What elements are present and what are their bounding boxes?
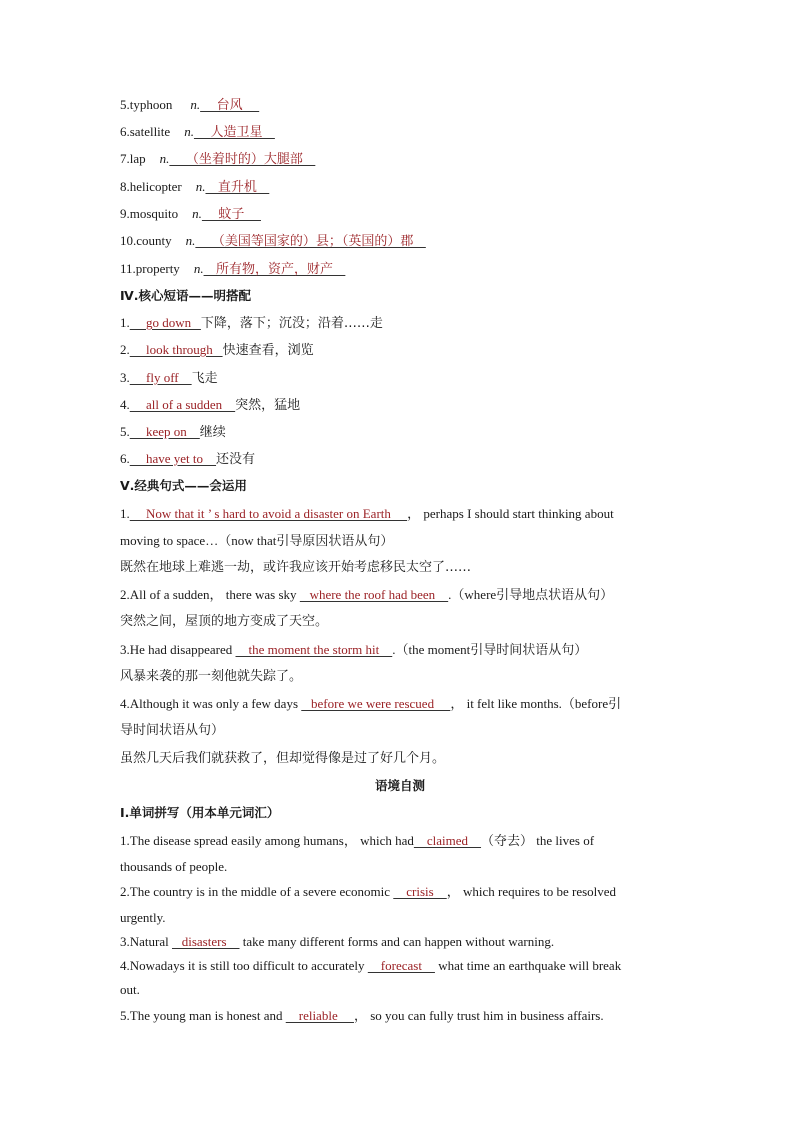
question-continuation: thousands of people. [120, 859, 228, 874]
phrase-number: 4. [120, 397, 130, 412]
phrase-number: 5. [120, 424, 130, 439]
vocab-word: 6.satellite [120, 124, 171, 139]
phrase-meaning: 突然，猛地 [235, 398, 301, 413]
spelling-item [120, 884, 680, 900]
phrase-answer: have yet to [129, 451, 217, 466]
question-answer: disasters [171, 934, 240, 949]
sentence-answer: before we were rescued [301, 696, 451, 711]
vocab-word: 5.typhoon [120, 97, 173, 112]
page-subtitle: 语境自测 [374, 778, 425, 793]
spelling-item [120, 833, 680, 849]
sentence-text: 2.All of a sudden， there was sky [120, 587, 300, 602]
question-text: take many different forms and can happen without warning. [239, 934, 555, 949]
question-text: （夺去） the lives of [481, 833, 595, 848]
sentence-text: .（where引导地点状语从句） [448, 587, 614, 602]
spelling-item [120, 934, 680, 950]
vocab-answer: 直升机 [205, 180, 270, 195]
section-heading: Ⅳ.核心短语——明搭配 [120, 288, 251, 303]
vocab-pos: n. [159, 151, 170, 166]
phrase-number: 3. [120, 370, 130, 385]
vocab-word: 8.helicopter [120, 179, 182, 194]
phrase-meaning: 还没有 [216, 452, 256, 467]
question-text: ， so you can fully trust him in business affairs. [353, 1008, 604, 1023]
vocab-item [120, 261, 680, 278]
question-text: what time an earthquake will break [434, 958, 622, 973]
vocab-item [120, 124, 680, 141]
phrase-answer: all of a sudden [129, 397, 236, 412]
question-answer: reliable [285, 1008, 354, 1023]
vocab-answer: 台风 [200, 98, 260, 113]
question-text: ， which requires to be resolved [446, 884, 617, 899]
question-text: 4.Nowadays it is still too difficult to accurately [120, 958, 368, 973]
phrase-number: 2. [120, 342, 130, 357]
phrase-meaning: 下降，落下；沉没；沿着……走 [200, 316, 383, 331]
phrase-meaning: 继续 [199, 425, 226, 440]
phrase-item [120, 397, 680, 414]
vocab-item [120, 233, 680, 250]
sentence-answer: where the roof had been [299, 587, 449, 602]
spelling-item [120, 958, 680, 974]
question-text: 3.Natural [120, 934, 172, 949]
question-answer: crisis [393, 884, 447, 899]
question-continuation: urgently. [120, 910, 166, 925]
sentence-item [120, 642, 680, 658]
sentence-text: .（the moment引导时间状语从句） [392, 642, 588, 657]
sentence-continuation: 导时间状语从句） [120, 723, 225, 738]
sentence-translation: 虽然几天后我们就获救了，但却觉得像是过了好几个月。 [120, 751, 446, 766]
question-text: 5.The young man is honest and [120, 1008, 286, 1023]
phrase-number: 6. [120, 451, 130, 466]
phrase-answer: look through [129, 342, 223, 357]
vocab-word: 10.county [120, 233, 172, 248]
vocab-item [120, 97, 680, 114]
sentence-item [120, 587, 680, 603]
phrase-answer: keep on [129, 424, 200, 439]
sentence-text: 3.He had disappeared [120, 642, 236, 657]
phrase-item [120, 424, 680, 441]
vocab-pos: n. [184, 124, 194, 139]
vocab-word: 11.property [120, 261, 180, 276]
vocab-item [120, 206, 680, 223]
question-continuation: out. [120, 982, 140, 997]
phrase-answer: fly off [129, 370, 192, 385]
sentence-text: 4.Although it was only a few days [120, 696, 302, 711]
sentence-continuation: moving to space…（now that引导原因状语从句） [120, 533, 394, 548]
phrase-item [120, 370, 680, 387]
phrase-meaning: 飞走 [191, 371, 218, 386]
phrase-meaning: 快速查看，浏览 [222, 343, 314, 358]
vocab-item [120, 179, 680, 196]
sentence-translation: 既然在地球上难逃一劫，或许我应该开始考虑移民太空了…… [120, 560, 472, 575]
sentence-answer: Now that it ’ s hard to avoid a disaster on Earth [129, 506, 408, 521]
vocab-item [120, 151, 680, 168]
phrase-item [120, 315, 680, 332]
spelling-item [120, 1008, 680, 1024]
phrase-answer: go down [129, 315, 201, 330]
vocab-word: 7.lap [120, 151, 146, 166]
sentence-item [120, 506, 680, 522]
sentence-text: ， perhaps I should start thinking about [407, 506, 614, 521]
vocab-answer: 蚊子 [201, 207, 261, 222]
question-text: 2.The country is in the middle of a severe economic [120, 884, 394, 899]
sentence-translation: 突然之间，屋顶的地方变成了天空。 [120, 614, 329, 629]
section-heading: Ⅰ.单词拼写（用本单元词汇） [120, 805, 280, 820]
vocab-answer: 人造卫星 [193, 125, 275, 140]
phrase-item [120, 342, 680, 359]
vocab-pos: n. [193, 261, 204, 276]
vocab-answer: （坐着时的）大腿部 [169, 152, 316, 167]
sentence-translation: 风暴来袭的那一刻他就失踪了。 [120, 669, 303, 684]
phrase-number: 1. [120, 315, 130, 330]
vocab-pos: n. [190, 97, 201, 112]
vocab-word: 9.mosquito [120, 206, 179, 221]
question-answer: forecast [367, 958, 435, 973]
question-text: 1.The disease spread easily among humans， which had [120, 833, 414, 848]
vocab-answer: 所有物，资产，财产 [203, 262, 346, 277]
vocab-pos: n. [192, 206, 202, 221]
section-heading: Ⅴ.经典句式——会运用 [120, 478, 247, 493]
vocab-pos: n. [195, 179, 206, 194]
vocab-pos: n. [185, 233, 196, 248]
sentence-answer: the moment the storm hit [235, 642, 393, 657]
phrase-item [120, 451, 680, 468]
sentence-text: ， it felt like months.（before引 [450, 696, 622, 711]
question-answer: claimed [413, 833, 482, 848]
sentence-text: 1. [120, 506, 130, 521]
sentence-item [120, 696, 680, 712]
vocab-answer: （美国等国家的）县；（英国的）郡 [195, 234, 426, 249]
